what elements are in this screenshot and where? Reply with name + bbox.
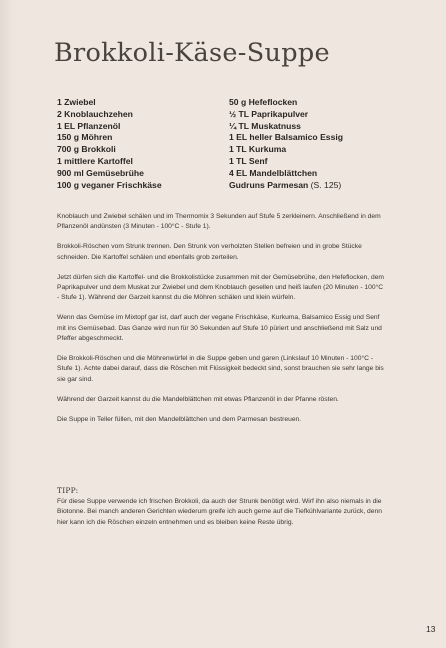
ingredient-item: 1 mittlere Kartoffel xyxy=(57,155,133,166)
ingredient-name: Gudruns Parmesan xyxy=(229,179,309,190)
instruction-paragraph: Brokkoli-Röschen vom Strunk trennen. Den Strunk von verholzten Stellen befreien und in grobe Stücke schneiden. Die Kartoffel schälen und ebenfalls grob zerteilen. xyxy=(57,243,362,261)
ingredient-item: 1 EL heller Balsamico Essig xyxy=(229,132,344,143)
instruction-paragraph: Die Brokkoli-Röschen und die Möhrenwürfel in die Suppe geben und garen (Linkslauf 10 Minuten - 100°C - Stufe 1). Achte dabei darauf, dass die Röschen mit Flüssigkeit bedeckt sind, sonst brauchen sie sehr lange bis sie gar sind. xyxy=(57,355,384,383)
ingredient-item: ½ TL Paprikapulver xyxy=(229,108,309,119)
instruction-paragraph: Wenn das Gemüse im Mixtopf gar ist, darf auch der vegane Frischkäse, Kurkuma, Balsamico Essig und Senf mit ins Gemüsebad. Das Ganze wird nun für 30 Sekunden auf Stufe 10 püriert und anschließend mit Salz und Pfeffer abgeschmeckt. xyxy=(57,314,382,343)
page-reference: (S. 125) xyxy=(310,179,342,190)
tip-heading: TIPP: xyxy=(57,486,79,495)
tip-text: Für diese Suppe verwende ich frischen Brokkoli, da auch der Strunk benötigt wird. Wirf ihn also niemals in die Biotonne. Bei manch anderen Gerichten wiederum greife ich auch gerne auf die Tiefkühlvariante zurück, denn hier kann ich die Röschen einzeln entnehmen und es bleiben keine Reste übrig. xyxy=(57,498,382,526)
ingredient-item: 2 Knoblauchzehen xyxy=(57,108,133,119)
ingredient-item: 1 Zwiebel xyxy=(57,97,96,107)
ingredient-item: 150 g Möhren xyxy=(57,132,113,143)
ingredients-list-left xyxy=(57,97,162,191)
instruction-paragraph: Die Suppe in Teller füllen, mit den Mandelblättchen und dem Parmesan bestreuen. xyxy=(57,415,302,423)
instruction-paragraph: Während der Garzeit kannst du die Mandelblättchen mit etwas Pflanzenöl in der Pfanne rösten. xyxy=(57,395,339,403)
ingredient-item: 900 ml Gemüsebrühe xyxy=(57,167,144,178)
instruction-paragraph: Knoblauch und Zwiebel schälen und im Thermomix 3 Sekunden auf Stufe 5 zerkleinern. Anschließend in dem Pflanzenöl andünsten (3 Minuten - 100°C - Stufe 1). xyxy=(57,213,381,231)
instruction-paragraph: Jetzt dürfen sich die Kartoffel- und die Brokkolistücke zusammen mit der Gemüsebrühe, den Hefeflocken, dem Paprikapulver und dem Muskat zur Zwiebel und dem Knoblauch gesellen und heiß laufen (20 Minuten - 100°C - Stufe 1). Während der Garzeit kannst du die Möhren schälen und klein würfeln. xyxy=(57,273,384,302)
ingredients-list-right xyxy=(229,97,343,191)
ingredient-item: 100 g veganer Frischkäse xyxy=(57,179,162,190)
ingredient-item: 4 EL Mandelblättchen xyxy=(229,167,318,178)
ingredient-item: 700 g Brokkoli xyxy=(57,144,116,155)
instructions xyxy=(57,212,387,435)
ingredient-item: 1 TL Senf xyxy=(229,155,268,166)
recipe-title: Brokkoli-Käse-Suppe xyxy=(54,38,330,68)
page-number: 13 xyxy=(426,624,436,634)
ingredient-item: ¼ TL Muskatnuss xyxy=(229,120,301,131)
ingredient-item: 1 EL Pflanzenöl xyxy=(57,120,121,131)
ingredient-item-with-reference xyxy=(229,180,343,192)
ingredient-item: 1 TL Kurkuma xyxy=(229,144,287,155)
ingredient-item: 50 g Hefeflocken xyxy=(229,97,298,107)
